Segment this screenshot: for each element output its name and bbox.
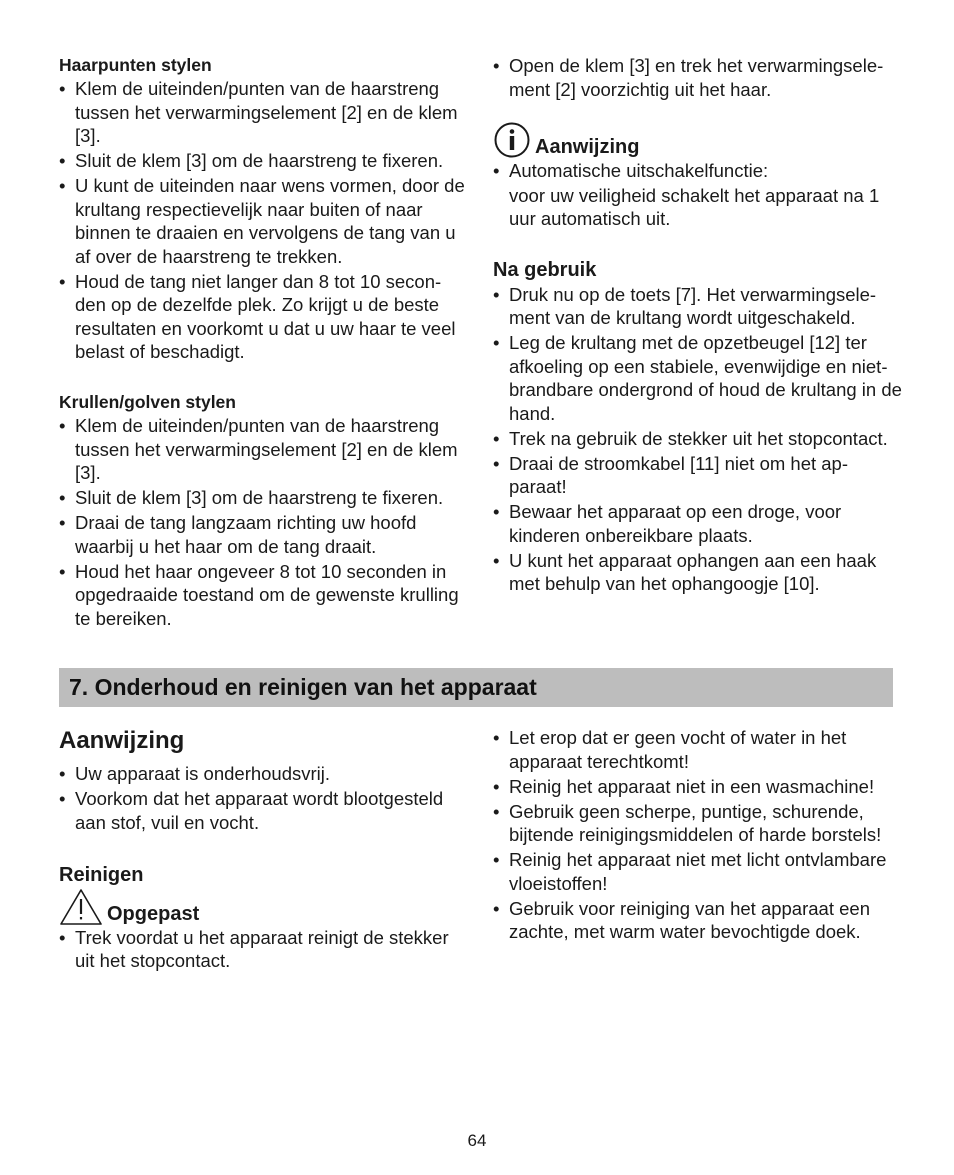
list-item: • Houd het haar ongeveer 8 tot 10 seconden in opgedraaide toestand om de gewenste krulling te bereiken. [59,560,469,631]
note-list [493,159,903,183]
list-item: • Reinig het apparaat niet in een wasmachine! [493,775,903,799]
list-item: • Gebruik geen scherpe, puntige, schurende, bijtende reinigingsmiddelen of harde borstels! [493,800,903,847]
list-item: • Open de klem [3] en trek het verwarmingsele-ment [2] voorzichtig uit het haar. [493,54,903,101]
list-item: • Leg de krultang met de opzetbeugel [12] ter afkoeling op een stabiele, evenwijdige en niet-brandbare ondergrond of houd de krultang in de hand. [493,331,903,425]
page-number: 64 [467,1131,487,1150]
left-bottom-column [59,726,469,974]
list-item: • Klem de uiteinden/punten van de haarstreng tussen het verwarmingselement [2] en de klem [3]. [59,77,469,148]
list-item: • Klem de uiteinden/punten van de haarstreng tussen het verwarmingselement [2] en de klem [3]. [59,414,469,485]
section-title-after-use: Na gebruik [493,258,597,281]
list-item: • Let erop dat er geen vocht of water in het apparaat terechtkomt! [493,726,903,773]
list-item: • Bewaar het apparaat op een droge, voor kinderen onbereikbare plaats. [493,500,903,547]
list-item: • Automatische uitschakelfunctie: [493,159,903,183]
intro-list [493,54,903,101]
caution-list [59,926,469,973]
after-use-list [493,283,903,596]
list-item: • Druk nu op de toets [7]. Het verwarmingsele-ment van de krultang wordt uitgeschakeld. [493,283,903,330]
section-title-curl-styling: Krullen/golven stylen [59,392,236,412]
list-item: • Draai de tang langzaam richting uw hoofd waarbij u het haar om de tang draait. [59,511,469,558]
list-item: • U kunt het apparaat ophangen aan een haak met behulp van het ophangoogje [10]. [493,549,903,596]
note-label: Aanwijzing [535,135,640,158]
section-title-tip-styling: Haarpunten stylen [59,55,212,75]
note-text: voor uw veiligheid schakelt het apparaat na 1 uur automatisch uit. [509,184,880,229]
tip-styling-list [59,77,469,364]
caution-label: Opgepast [107,902,200,925]
list-item: • Trek voordat u het apparaat reinigt de stekker uit het stopcontact. [59,926,469,973]
list-item: • Trek na gebruik de stekker uit het stopcontact. [493,427,903,451]
section-heading-bar: 7. Onderhoud en reinigen van het apparaat [59,668,893,707]
maintenance-list [59,762,469,834]
note-header [493,121,903,159]
list-item: • Reinig het apparaat niet met licht ontvlambare vloeistoffen! [493,848,903,895]
right-top-column [493,54,903,597]
list-item: • U kunt de uiteinden naar wens vormen, door de krultang respectievelijk naar buiten of naar binnen te draaien en vervolgens de tang van u af over de haarstreng te trekken. [59,174,469,268]
caution-header [59,888,469,926]
info-icon [493,121,531,159]
list-item: • Uw apparaat is onderhoudsvrij. [59,762,469,786]
warning-icon [59,888,103,926]
maintenance-note-heading: Aanwijzing [59,727,185,754]
cleaning-rules-list [493,726,903,944]
list-item: • Voorkom dat het apparaat wordt blootgesteld aan stof, vuil en vocht. [59,787,469,834]
list-item: • Gebruik voor reiniging van het apparaat een zachte, met warm water bevochtigde doek. [493,897,903,944]
section-title-cleaning: Reinigen [59,863,144,886]
left-top-column [59,54,469,632]
list-item: • Draai de stroomkabel [11] niet om het ap-paraat! [493,452,903,499]
list-item: • Sluit de klem [3] om de haarstreng te fixeren. [59,149,469,173]
list-item: • Sluit de klem [3] om de haarstreng te fixeren. [59,486,469,510]
curl-styling-list [59,414,469,630]
list-item: • Houd de tang niet langer dan 8 tot 10 secon-den op de dezelfde plek. Zo krijgt u de beste resultaten en voorkomt u dat u uw haar te veel belast of beschadigt. [59,270,469,364]
right-bottom-column [493,726,903,945]
